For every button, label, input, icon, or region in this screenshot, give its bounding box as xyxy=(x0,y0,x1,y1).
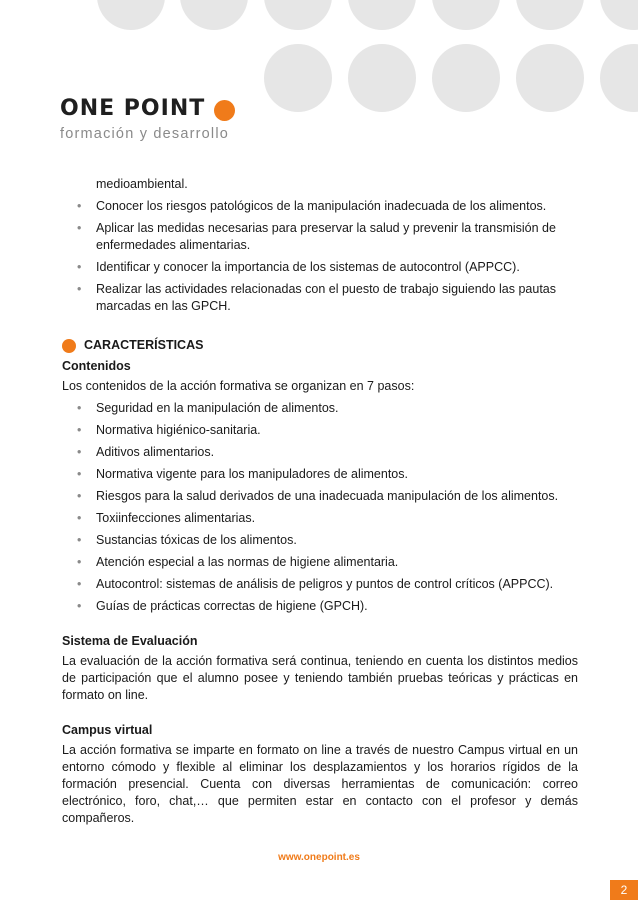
campus-text: La acción formativa se imparte en formato on line a través de nuestro Campus virtual en un entorno cómodo y flexible al eliminar los desplazamientos y los horarios rígidos de la formación presencial. Cuenta con diversas herramientas de comunicación: correo electrónico, foro, chat,… que permiten estar en contacto con el profesor y demás compañeros. xyxy=(62,743,578,825)
decor-circle xyxy=(432,44,500,112)
footer-website-link[interactable]: www.onepoint.es xyxy=(278,852,360,863)
decor-circle xyxy=(516,44,584,112)
list-item: • Normativa vigente para los manipuladores de alimentos. xyxy=(62,466,578,483)
list-item: • Autocontrol: sistemas de análisis de peligros y puntos de control críticos (APPCC). xyxy=(62,576,578,593)
objectives-list xyxy=(62,198,578,315)
section-heading-caracteristicas xyxy=(62,337,578,354)
list-item: • Guías de prácticas correctas de higiene (GPCH). xyxy=(62,598,578,615)
list-item: • Sustancias tóxicas de los alimentos. xyxy=(62,532,578,549)
decor-circle xyxy=(516,0,584,30)
decor-circle xyxy=(264,0,332,30)
logo-dot-icon xyxy=(214,100,235,121)
decor-circle xyxy=(264,44,332,112)
logo-title: ONE POINT xyxy=(60,96,206,121)
page-number: 2 xyxy=(610,880,638,900)
page-content xyxy=(62,176,578,827)
bullet-dot-icon xyxy=(62,339,76,353)
list-item: • Aditivos alimentarios. xyxy=(62,444,578,461)
list-item: • Toxiinfecciones alimentarias. xyxy=(62,510,578,527)
evaluacion-text: La evaluación de la acción formativa será continua, teniendo en cuenta los distintos medios de participación que el alumno posee y teniendo también pruebas teóricas y prácticas en formato on line. xyxy=(62,654,578,702)
list-item: • Atención especial a las normas de higiene alimentaria. xyxy=(62,554,578,571)
list-item: • Realizar las actividades relacionadas con el puesto de trabajo siguiendo las pautas marcadas en las GPCH. xyxy=(62,281,578,315)
decor-circle xyxy=(348,44,416,112)
contenidos-heading: Contenidos xyxy=(62,359,131,373)
contenidos-intro: Los contenidos de la acción formativa se organizan en 7 pasos: xyxy=(62,379,415,393)
company-logo xyxy=(60,96,229,142)
list-item: • Aplicar las medidas necesarias para preservar la salud y prevenir la transmisión de enfermedades alimentarias. xyxy=(62,220,578,254)
section-heading-text: CARACTERÍSTICAS xyxy=(84,338,204,352)
evaluacion-heading: Sistema de Evaluación xyxy=(62,634,198,648)
list-item: • Seguridad en la manipulación de alimentos. xyxy=(62,400,578,417)
decor-circle xyxy=(97,0,165,30)
contenidos-list xyxy=(62,400,578,615)
decor-circle xyxy=(600,0,638,30)
list-item: • Riesgos para la salud derivados de una inadecuada manipulación de los alimentos. xyxy=(62,488,578,505)
decor-circle xyxy=(348,0,416,30)
objective-continuation: medioambiental. xyxy=(96,177,188,191)
decor-circle xyxy=(600,44,638,112)
decor-circle xyxy=(180,0,248,30)
list-item: • Conocer los riesgos patológicos de la manipulación inadecuada de los alimentos. xyxy=(62,198,578,215)
decor-circle xyxy=(432,0,500,30)
list-item: • Normativa higiénico-sanitaria. xyxy=(62,422,578,439)
logo-subtitle: formación y desarrollo xyxy=(60,126,230,142)
campus-heading: Campus virtual xyxy=(62,723,153,737)
list-item: • Identificar y conocer la importancia de los sistemas de autocontrol (APPCC). xyxy=(62,259,578,276)
